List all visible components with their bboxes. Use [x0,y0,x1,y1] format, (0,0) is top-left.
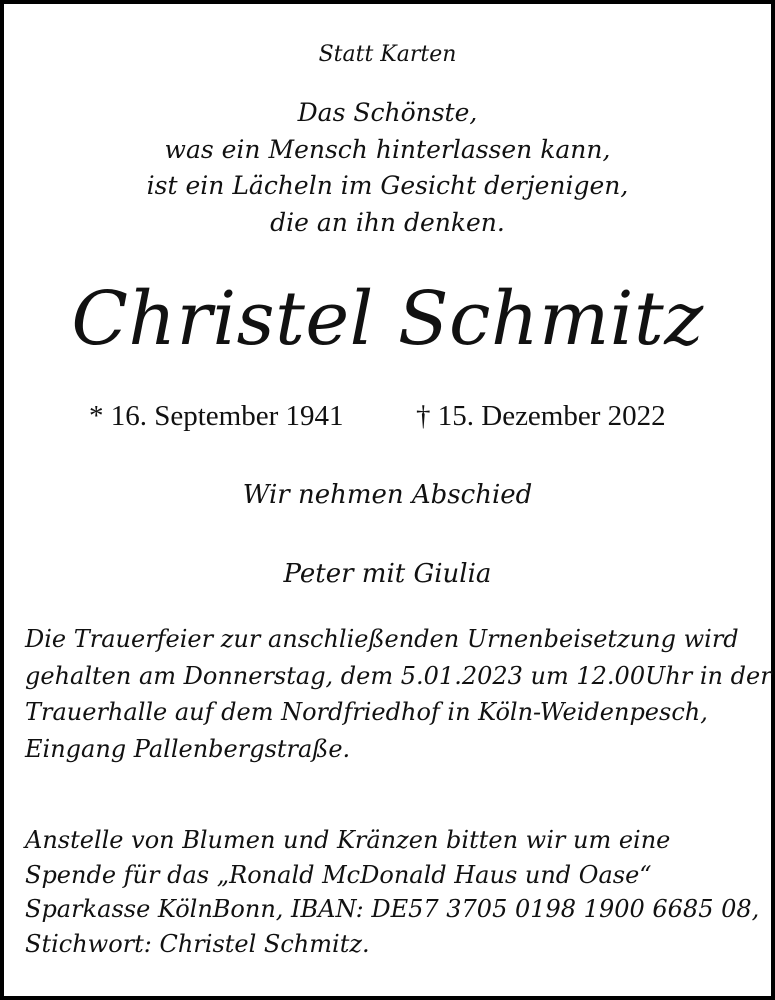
header-text: Statt Karten [318,42,457,67]
quote-line: die an ihn denken. [270,207,505,237]
family-names: Peter mit Giulia [283,559,492,589]
donation-line: Stichwort: Christel Schmitz. [25,929,370,958]
ceremony-line: Trauerhalle auf dem Nordfriedhof in Köln-Weidenpesch, [25,698,708,726]
ceremony-info [25,621,772,767]
ceremony-line: Die Trauerfeier zur anschließenden Urnenbeisetzung wird [25,625,739,653]
quote-line: was ein Mensch hinterlassen kann, [164,134,611,164]
ceremony-line: Eingang Pallenbergstraße. [25,734,351,763]
donation-line: Anstelle von Blumen und Kränzen bitten wir um eine [25,826,671,854]
ceremony-line: gehalten am Donnerstag, dem 5.01.2023 um 12.00Uhr in der [25,661,772,690]
death-date: † 15. Dezember 2022 [416,400,666,432]
donation-info [25,823,761,961]
donation-line: Spende für das „Ronald McDonald Haus und Oase“ [25,860,652,889]
deceased-name: Christel Schmitz [71,276,704,362]
quote-line: ist ein Lächeln im Gesicht derjenigen, [146,171,629,200]
life-dates [4,402,771,438]
donation-line: Sparkasse KölnBonn, IBAN: DE57 3705 0198 1900 6685 08, [25,895,760,923]
memorial-quote [4,95,771,241]
farewell-text: Wir nehmen Abschied [242,480,533,510]
quote-line: Das Schönste, [297,98,478,127]
birth-date: * 16. September 1941 [89,400,344,432]
